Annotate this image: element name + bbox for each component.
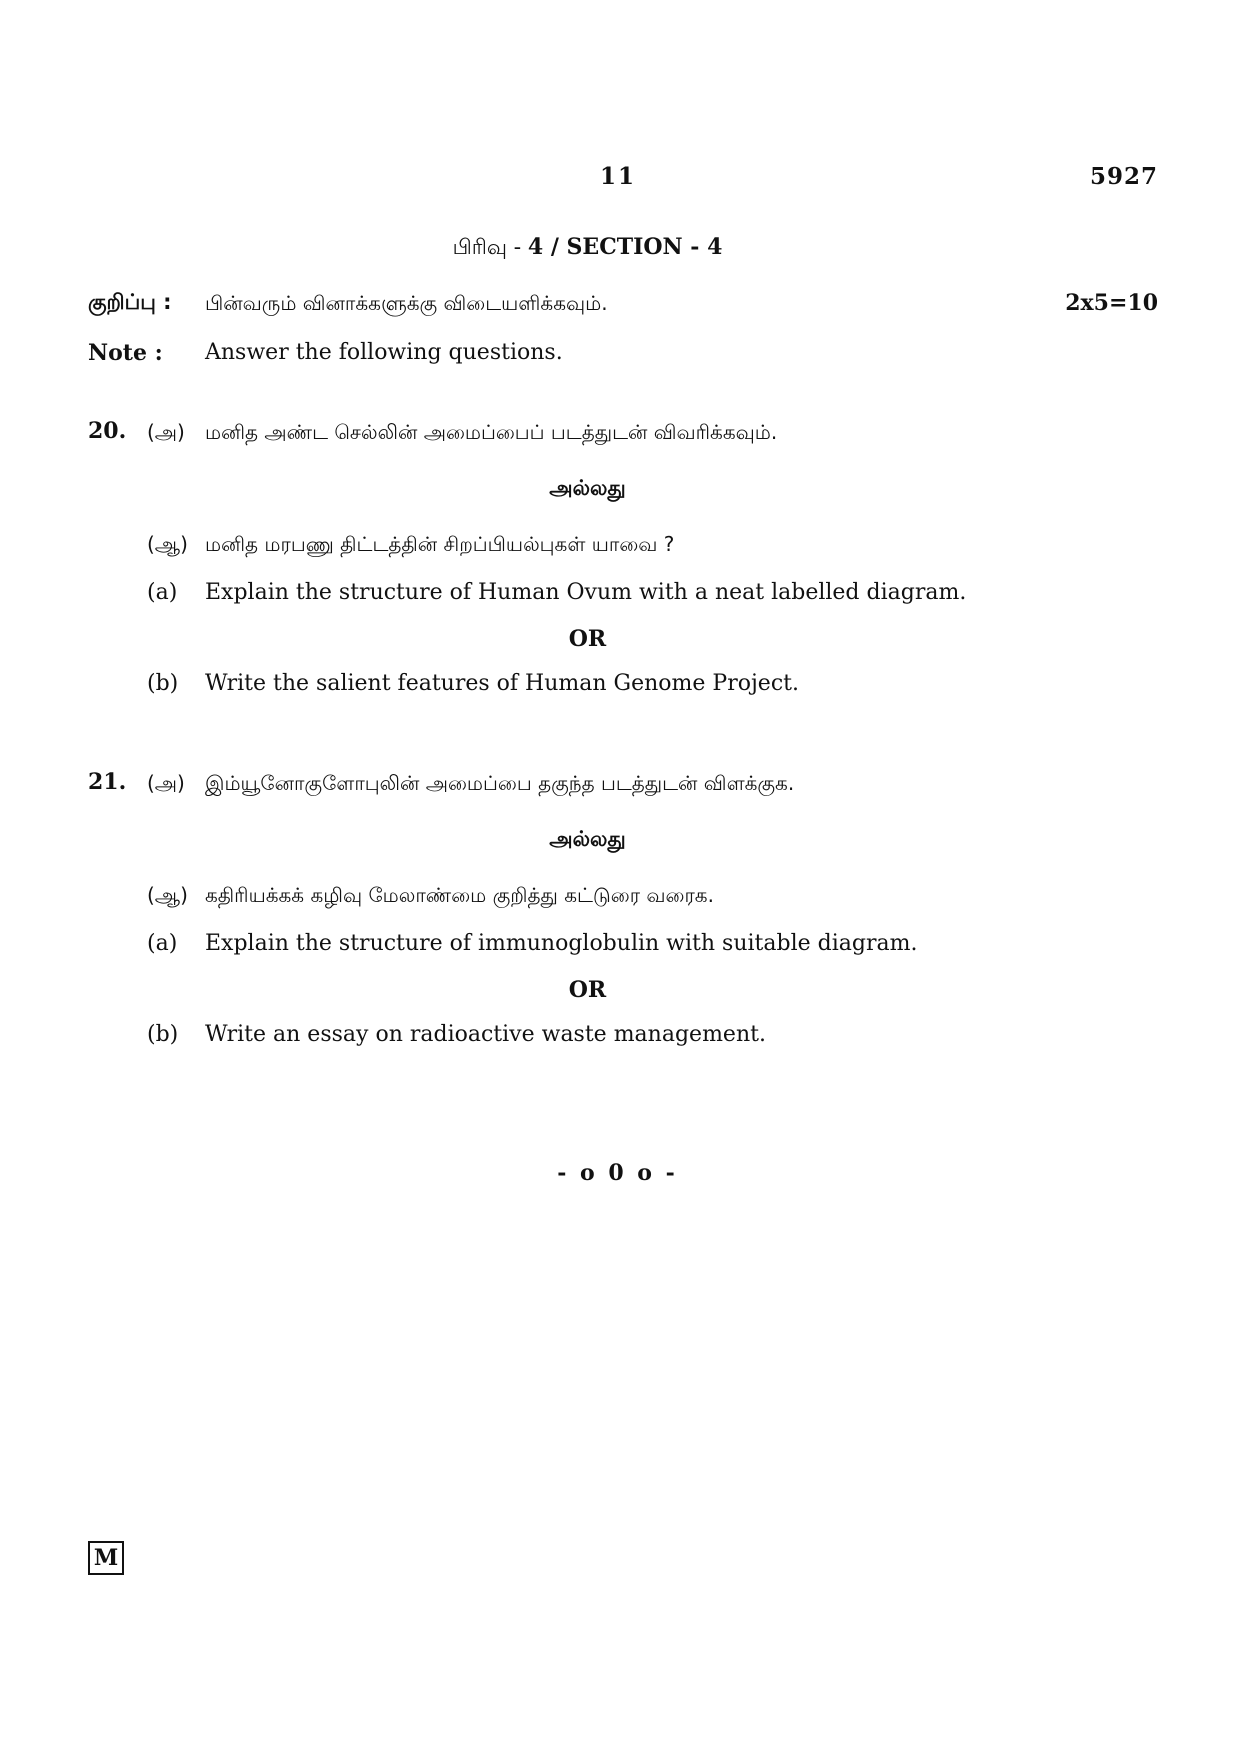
option-b-tamil-label: (ஆ) [147,883,188,907]
note-tamil-text: பின்வரும் வினாக்களுக்கு விடையளிக்கவும். [205,291,608,315]
option-a-english-text: Explain the structure of Human Ovum with a neat labelled diagram. [205,580,967,605]
option-b-english-text: Write the salient features of Human Genome Project. [205,671,799,696]
option-a-english-label: (a) [147,931,178,956]
option-a-tamil-text: இம்யூனோகுளோபுலின் அமைப்பை தகுந்த படத்துடன் விளக்குக. [205,771,795,795]
option-a-tamil-label: (அ) [147,771,185,795]
section-title-tamil: பிரிவு - [452,235,528,259]
option-b-tamil-text: கதிரியக்கக் கழிவு மேலாண்மை குறித்து கட்டுரை வரைக. [205,883,714,907]
question-number: 21. [88,769,127,795]
section-title-english: 4 / SECTION - 4 [527,234,723,260]
note-tamil-label: குறிப்பு : [88,290,172,314]
end-of-paper-mark: - o 0 o - [557,1160,678,1186]
option-a-english-text: Explain the structure of immunoglobulin with suitable diagram. [205,931,918,956]
question-number: 20. [88,418,127,444]
option-b-tamil-label: (ஆ) [147,532,188,556]
note-english-label: Note : [88,340,163,366]
page-number: 11 [600,163,637,190]
option-a-tamil-label: (அ) [147,420,185,444]
marks-allocation: 2x5=10 [1065,290,1158,316]
option-b-tamil-text: மனித மரபணு திட்டத்தின் சிறப்பியல்புகள் யாவை ? [205,532,675,556]
paper-code: 5927 [1089,163,1158,190]
option-a-english-label: (a) [147,580,178,605]
or-english: OR [568,977,607,1003]
option-a-tamil-text: மனித அண்ட செல்லின் அமைப்பைப் படத்துடன் விவரிக்கவும். [205,420,778,444]
or-tamil: அல்லது [549,476,626,500]
section-title [0,234,1175,262]
note-english-text: Answer the following questions. [205,340,563,365]
corner-mark-box: M [88,1541,124,1575]
option-b-english-text: Write an essay on radioactive waste management. [205,1022,766,1047]
option-b-english-label: (b) [147,671,179,696]
or-english: OR [568,626,607,652]
or-tamil: அல்லது [549,827,626,851]
option-b-english-label: (b) [147,1022,179,1047]
